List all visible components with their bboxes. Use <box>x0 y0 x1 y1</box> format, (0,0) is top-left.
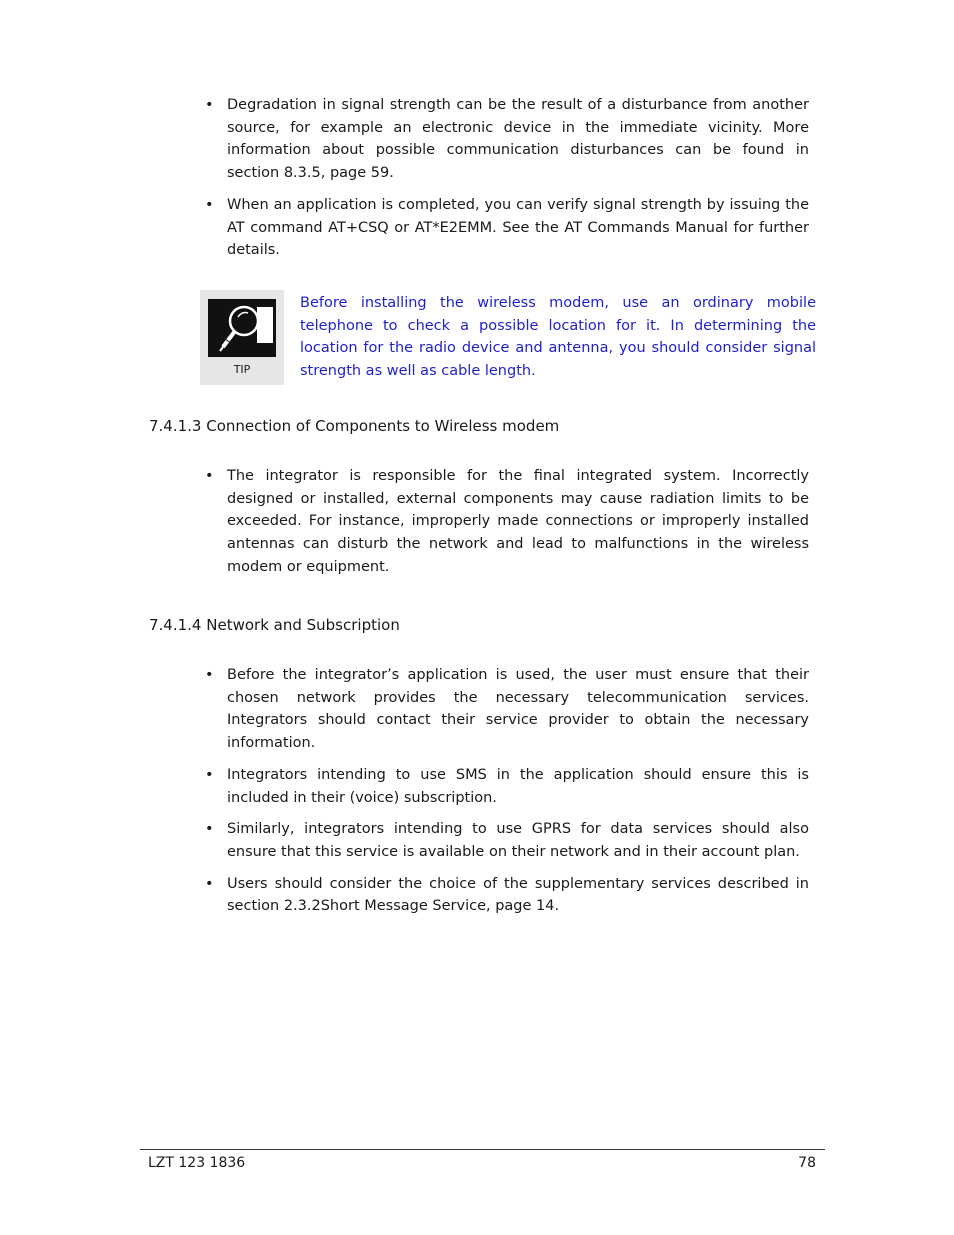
bullet-list-components <box>205 465 809 588</box>
list-item: • Similarly, integrators intending to use GPRS for data services should also ensure that this service is available on their network and in their account plan. <box>205 818 809 863</box>
bullet-list-network <box>205 664 809 927</box>
bullet-list-signal <box>205 94 809 271</box>
bullet-marker: • <box>205 468 214 484</box>
bullet-marker: • <box>205 766 214 783</box>
footer-divider <box>140 1149 825 1150</box>
list-item: • Degradation in signal strength can be the result of a disturbance from another source, for example an electronic device in the immediate vicinity. More information about possible communication disturbances can be found in section 8.3.5, page 59. <box>205 94 809 185</box>
page-number: 78 <box>798 1155 816 1171</box>
bullet-marker: • <box>205 875 214 892</box>
bullet-marker: • <box>205 196 214 213</box>
list-item: • Before the integrator’s application is used, the user must ensure that their chosen network provides the necessary telecommunication services. Integrators should contact their service provider to obtain the necessary information. <box>205 664 809 755</box>
section-heading: 7.4.1.4 Network and Subscription <box>149 616 400 634</box>
tip-label: TIP <box>233 363 251 376</box>
bullet-marker: • <box>205 821 214 838</box>
bullet-marker: • <box>205 97 214 113</box>
bullet-marker: • <box>205 667 214 683</box>
list-item: • The integrator is responsible for the final integrated system. Incorrectly designed or installed, external components may cause radiation limits to be exceeded. For instance, improperly made connections or improperly installed antennas can disturb the network and lead to malfunctions in the wireless modem or equipment. <box>205 465 809 579</box>
magnifier-icon <box>208 299 276 357</box>
doc-number: LZT 123 1836 <box>148 1155 246 1171</box>
list-item: • When an application is completed, you can verify signal strength by issuing the AT command AT+CSQ or AT*E2EMM. See the AT Commands Manual for further details. <box>205 194 809 262</box>
list-item: • Integrators intending to use SMS in the application should ensure this is included in their (voice) subscription. <box>205 764 809 809</box>
tip-box <box>200 290 284 385</box>
list-item: • Users should consider the choice of the supplementary services described in section 2.3.2Short Message Service, page 14. <box>205 873 809 918</box>
tip-text: Before installing the wireless modem, use an ordinary mobile telephone to check a possible location for it. In determining the location for the radio device and antenna, you should consider signal strength as well as cable length. <box>300 295 816 380</box>
section-heading: 7.4.1.3 Connection of Components to Wireless modem <box>149 417 560 435</box>
